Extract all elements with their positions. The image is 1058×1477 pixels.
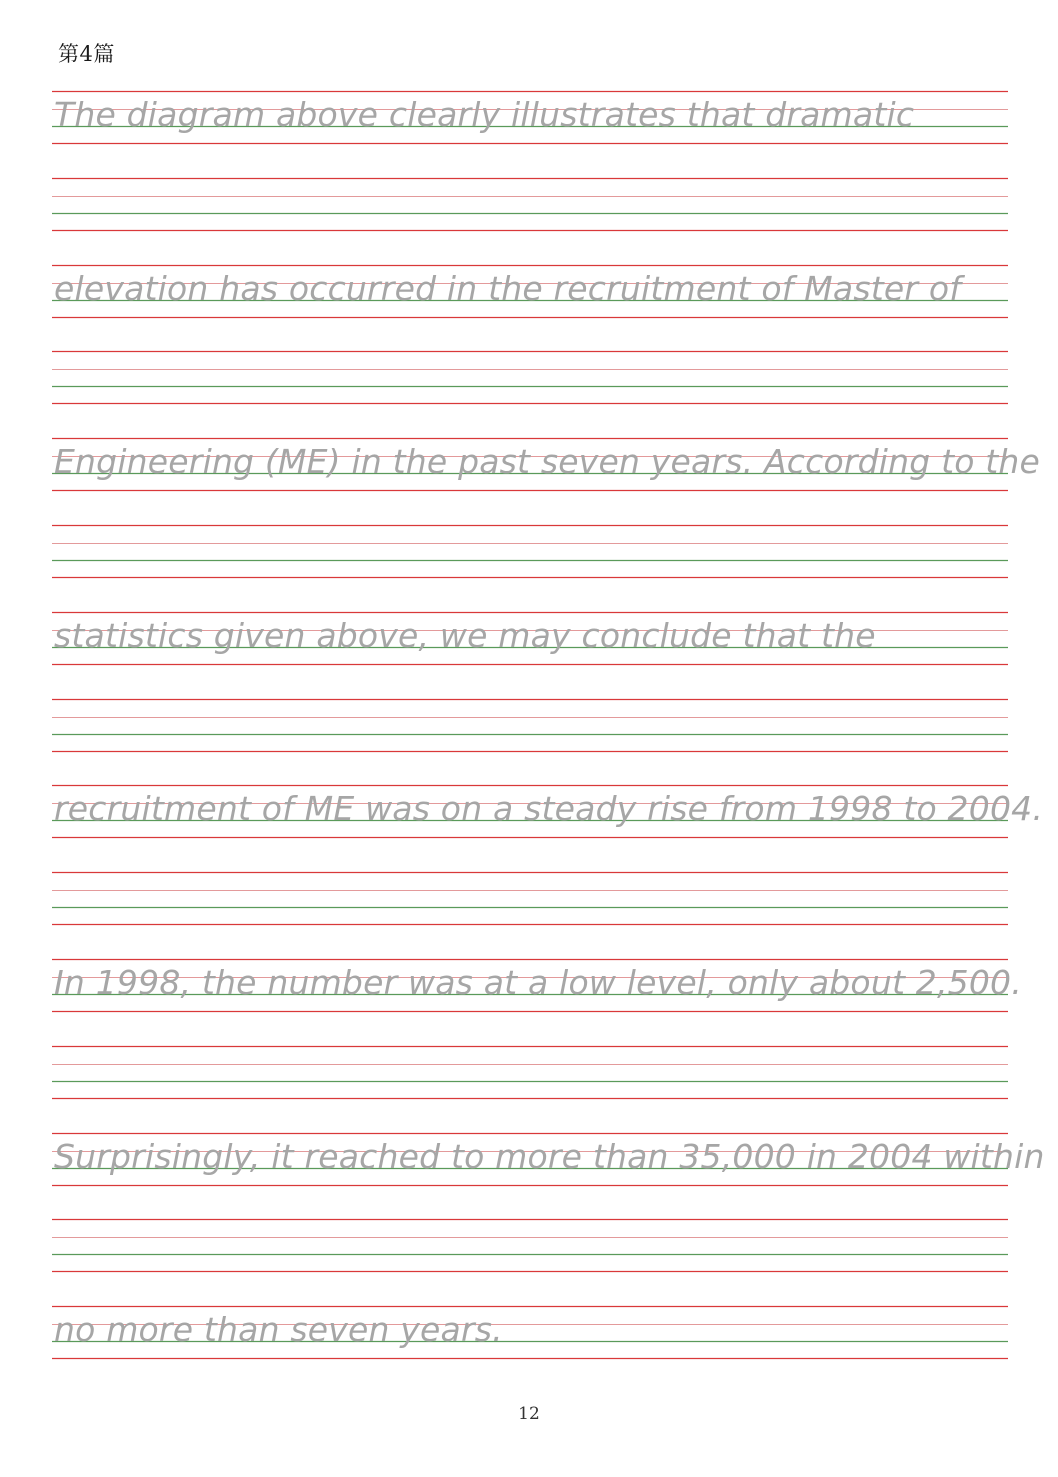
trace-line-4: statistics given above, we may conclude that the: [54, 616, 876, 655]
page-title: 第4篇: [58, 42, 115, 66]
page-number: 12: [518, 1404, 540, 1424]
writing-guidelines: [52, 0, 1008, 1477]
trace-line-3: Engineering (ME) in the past seven years. According to the: [54, 442, 1041, 481]
trace-line-8: no more than seven years.: [54, 1310, 503, 1349]
trace-line-1: The diagram above clearly illustrates that dramatic: [54, 95, 915, 134]
trace-line-2: elevation has occurred in the recruitment of Master of: [54, 269, 962, 308]
trace-line-6: In 1998, the number was at a low level, only about 2,500.: [54, 963, 1022, 1002]
trace-line-5: recruitment of ME was on a steady rise from 1998 to 2004.: [54, 789, 1044, 828]
trace-line-7: Surprisingly, it reached to more than 35,000 in 2004 within: [54, 1137, 1045, 1176]
